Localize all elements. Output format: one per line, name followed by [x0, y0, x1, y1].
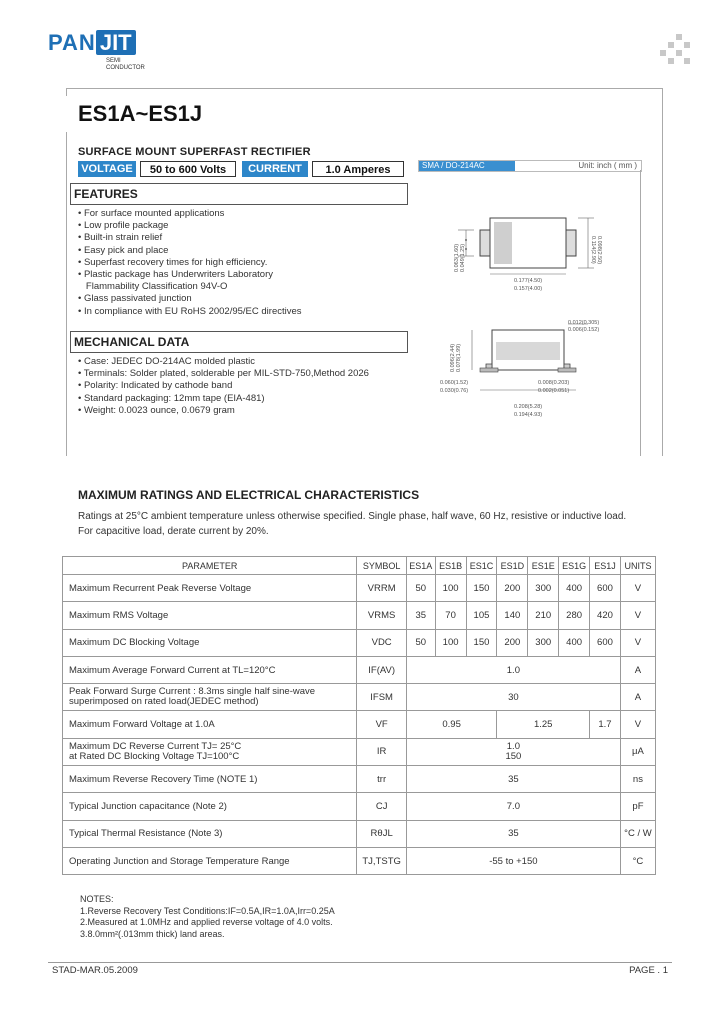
dim-label: 0.194(4.93): [514, 412, 543, 418]
table-row: [63, 738, 656, 765]
table-row: [63, 766, 656, 793]
value-cell: 35: [406, 766, 620, 793]
list-item: • Weight: 0.0023 ounce, 0.0679 gram: [78, 404, 235, 416]
table-row: [63, 656, 656, 683]
note-item: 2.Measured at 1.0MHz and applied reverse voltage of 4.0 volts.: [80, 917, 333, 927]
unit-cell: V: [620, 629, 655, 656]
col-header: ES1A: [406, 557, 435, 575]
param-cell: Maximum Reverse Recovery Time (NOTE 1): [63, 766, 357, 793]
dim-label: 0.030(0.76): [440, 388, 469, 394]
unit-cell: A: [620, 656, 655, 683]
value-cell: 0.95: [406, 711, 497, 738]
list-item: • Low profile package: [78, 220, 169, 232]
list-item: • Plastic package has Underwriters Laboratory: [78, 269, 274, 281]
symbol-cell: VF: [357, 711, 406, 738]
symbol-cell: IF(AV): [357, 656, 406, 683]
col-header: PARAMETER: [63, 557, 357, 575]
current-label: CURRENT: [242, 161, 308, 177]
logo-pan: PAN: [48, 30, 96, 55]
table-row: [63, 629, 656, 656]
param-cell: Maximum Average Forward Current at TL=120°C: [63, 656, 357, 683]
value-cell: 7.0: [406, 793, 620, 820]
logo-subtitle: [106, 58, 166, 72]
value-cell: 1.25: [497, 711, 590, 738]
value-cell: 50: [406, 575, 435, 602]
param-cell: Maximum RMS Voltage: [63, 602, 357, 629]
unit-cell: V: [620, 575, 655, 602]
value-cell: 35: [406, 820, 620, 847]
param-cell: Maximum Recurrent Peak Reverse Voltage: [63, 575, 357, 602]
value-cell: 600: [590, 575, 621, 602]
value-cell: 400: [559, 629, 590, 656]
value-cell: 420: [590, 602, 621, 629]
mechanical-heading: MECHANICAL DATA: [74, 335, 190, 349]
param-cell: [63, 684, 357, 711]
ratings-heading: MAXIMUM RATINGS AND ELECTRICAL CHARACTERISTICS: [78, 488, 420, 502]
current-value: 1.0 Amperes: [312, 161, 404, 177]
package-bar: [418, 160, 642, 172]
value-cell: 400: [559, 575, 590, 602]
package-outline-drawing: [418, 178, 640, 428]
package-name: SMA / DO-214AC: [419, 161, 515, 171]
table-row: [63, 684, 656, 711]
unit-cell: °C / W: [620, 820, 655, 847]
table-row: [63, 602, 656, 629]
col-header: ES1C: [466, 557, 497, 575]
list-item: • Glass passivated junction: [78, 293, 192, 305]
frame-right-rule: [640, 170, 641, 456]
dim-label: 0.157(4.00): [514, 286, 543, 292]
value-line: 150: [505, 750, 522, 762]
table-row: [63, 820, 656, 847]
param-cell: Operating Junction and Storage Temperature Range: [63, 847, 357, 874]
frame-notch: [66, 96, 70, 132]
unit-cell: pF: [620, 793, 655, 820]
mechanical-list: [78, 356, 369, 417]
list-item: Flammability Classification 94V-O: [78, 281, 228, 293]
note-item: 3.8.0mm²(.013mm thick) land areas.: [80, 928, 225, 939]
footer-date: STAD-MAR.05.2009: [52, 965, 138, 976]
param-line: at Rated DC Blocking Voltage TJ=100°C: [69, 750, 240, 762]
unit-cell: V: [620, 711, 655, 738]
unit-cell: μA: [620, 738, 655, 765]
ratings-conditions: Ratings at 25°C ambient temperature unless otherwise specified. Single phase, half wave, 60 Hz, resistive or inductive load.: [78, 511, 627, 522]
value-cell: [406, 738, 620, 765]
table-row: [63, 793, 656, 820]
value-cell: 280: [559, 602, 590, 629]
value-cell: 200: [497, 629, 528, 656]
value-cell: 100: [435, 575, 466, 602]
value-cell: 105: [466, 602, 497, 629]
symbol-cell: VDC: [357, 629, 406, 656]
list-item: • Built-in strain relief: [78, 232, 163, 244]
dim-label: 0.208(5.28): [514, 404, 543, 410]
features-heading-box: [70, 183, 408, 205]
symbol-cell: CJ: [357, 793, 406, 820]
symbol-cell: TJ,TSTG: [357, 847, 406, 874]
notes-heading: NOTES:: [80, 894, 114, 904]
unit-cell: A: [620, 684, 655, 711]
param-cell: Maximum Forward Voltage at 1.0A: [63, 711, 357, 738]
col-header: SYMBOL: [357, 557, 406, 575]
value-cell: 100: [435, 629, 466, 656]
value-cell: 70: [435, 602, 466, 629]
notes: [80, 894, 335, 940]
footer-page: PAGE . 1: [629, 965, 668, 976]
value-line: 1.0: [506, 740, 520, 752]
param-line: superimposed on rated load(JEDEC method): [69, 696, 259, 708]
dim-label: 0.177(4.50): [514, 278, 543, 284]
value-cell: 1.7: [590, 711, 621, 738]
symbol-cell: VRRM: [357, 575, 406, 602]
value-cell: 35: [406, 602, 435, 629]
value-cell: 1.0: [406, 656, 620, 683]
value-cell: 200: [497, 575, 528, 602]
mechanical-heading-box: [70, 331, 408, 353]
logo-jit: JIT: [96, 30, 136, 55]
dim-label: 0.006(0.152): [568, 327, 600, 333]
dim-label: 0.060(1.52): [440, 380, 469, 386]
unit-cell: °C: [620, 847, 655, 874]
value-cell: 300: [528, 575, 559, 602]
col-header: ES1B: [435, 557, 466, 575]
list-item: • Polarity: Indicated by cathode band: [78, 380, 233, 392]
col-header: ES1J: [590, 557, 621, 575]
package-units: Unit: inch ( mm ): [578, 161, 637, 170]
value-cell: 30: [406, 684, 620, 711]
list-item: • Standard packaging: 12mm tape (EIA-481): [78, 392, 265, 404]
dim-label: 0.049(1.25): [460, 243, 466, 272]
param-cell: [63, 738, 357, 765]
value-cell: 210: [528, 602, 559, 629]
symbol-cell: VRMS: [357, 602, 406, 629]
ratings-derate: For capacitive load, derate current by 20%.: [78, 526, 269, 537]
voltage-label: VOLTAGE: [78, 161, 136, 177]
dim-label: 0.063(1.60): [454, 243, 460, 272]
symbol-cell: IFSM: [357, 684, 406, 711]
dim-label: 0.078(1.99): [456, 343, 462, 372]
list-item: • In compliance with EU RoHS 2002/95/EC directives: [78, 305, 302, 317]
list-item: • Case: JEDEC DO-214AC molded plastic: [78, 356, 256, 367]
symbol-cell: IR: [357, 738, 406, 765]
value-cell: 600: [590, 629, 621, 656]
list-item: • For surface mounted applications: [78, 208, 225, 219]
table-row: [63, 847, 656, 874]
value-cell: 140: [497, 602, 528, 629]
logo-sub2: CONDUCTOR: [106, 65, 145, 71]
value-cell: 300: [528, 629, 559, 656]
unit-cell: ns: [620, 766, 655, 793]
dim-label: 0.008(0.203): [538, 380, 570, 386]
note-item: 1.Reverse Recovery Test Conditions:IF=0.5A,IR=1.0A,Irr=0.25A: [80, 905, 335, 916]
list-item: • Easy pick and place: [78, 244, 169, 256]
list-item: • Terminals: Solder plated, solderable per MIL-STD-750,Method 2026: [78, 368, 369, 380]
param-cell: Maximum DC Blocking Voltage: [63, 629, 357, 656]
col-header: ES1G: [559, 557, 590, 575]
logo-sub1: SEMI: [106, 58, 121, 64]
param-line: Peak Forward Surge Current : 8.3ms single half sine-wave: [69, 686, 316, 698]
side-view: [440, 320, 599, 418]
param-cell: Typical Junction capacitance (Note 2): [63, 793, 357, 820]
value-cell: 150: [466, 575, 497, 602]
dim-label: 0.096(2.44): [450, 343, 456, 372]
top-view: [454, 218, 602, 292]
features-list: [78, 208, 302, 318]
col-header: UNITS: [620, 557, 655, 575]
symbol-cell: trr: [357, 766, 406, 793]
company-logo: [48, 30, 145, 71]
param-line: Maximum DC Reverse Current TJ= 25°C: [69, 740, 242, 752]
table-header-row: [63, 557, 656, 575]
value-cell: -55 to +150: [406, 847, 620, 874]
col-header: ES1E: [528, 557, 559, 575]
table-row: [63, 575, 656, 602]
value-cell: 50: [406, 629, 435, 656]
unit-cell: V: [620, 602, 655, 629]
symbol-cell: RθJL: [357, 820, 406, 847]
corner-decoration: [660, 34, 700, 74]
features-heading: FEATURES: [74, 187, 138, 201]
ratings-table: [62, 556, 656, 875]
dim-label: 0.012(0.305): [568, 320, 600, 326]
dim-label: 0.098(2.50): [596, 236, 602, 265]
col-header: ES1D: [497, 557, 528, 575]
table-row: [63, 711, 656, 738]
product-subtitle: SURFACE MOUNT SUPERFAST RECTIFIER: [78, 146, 311, 158]
voltage-value: 50 to 600 Volts: [140, 161, 236, 177]
dim-label: 0.114(2.90): [590, 236, 596, 264]
dim-label: 0.002(0.051): [538, 388, 570, 394]
param-cell: Typical Thermal Resistance (Note 3): [63, 820, 357, 847]
page-title: ES1A~ES1J: [78, 101, 203, 126]
value-cell: 150: [466, 629, 497, 656]
list-item: • Superfast recovery times for high efficiency.: [78, 256, 268, 268]
footer-rule: [48, 962, 672, 963]
